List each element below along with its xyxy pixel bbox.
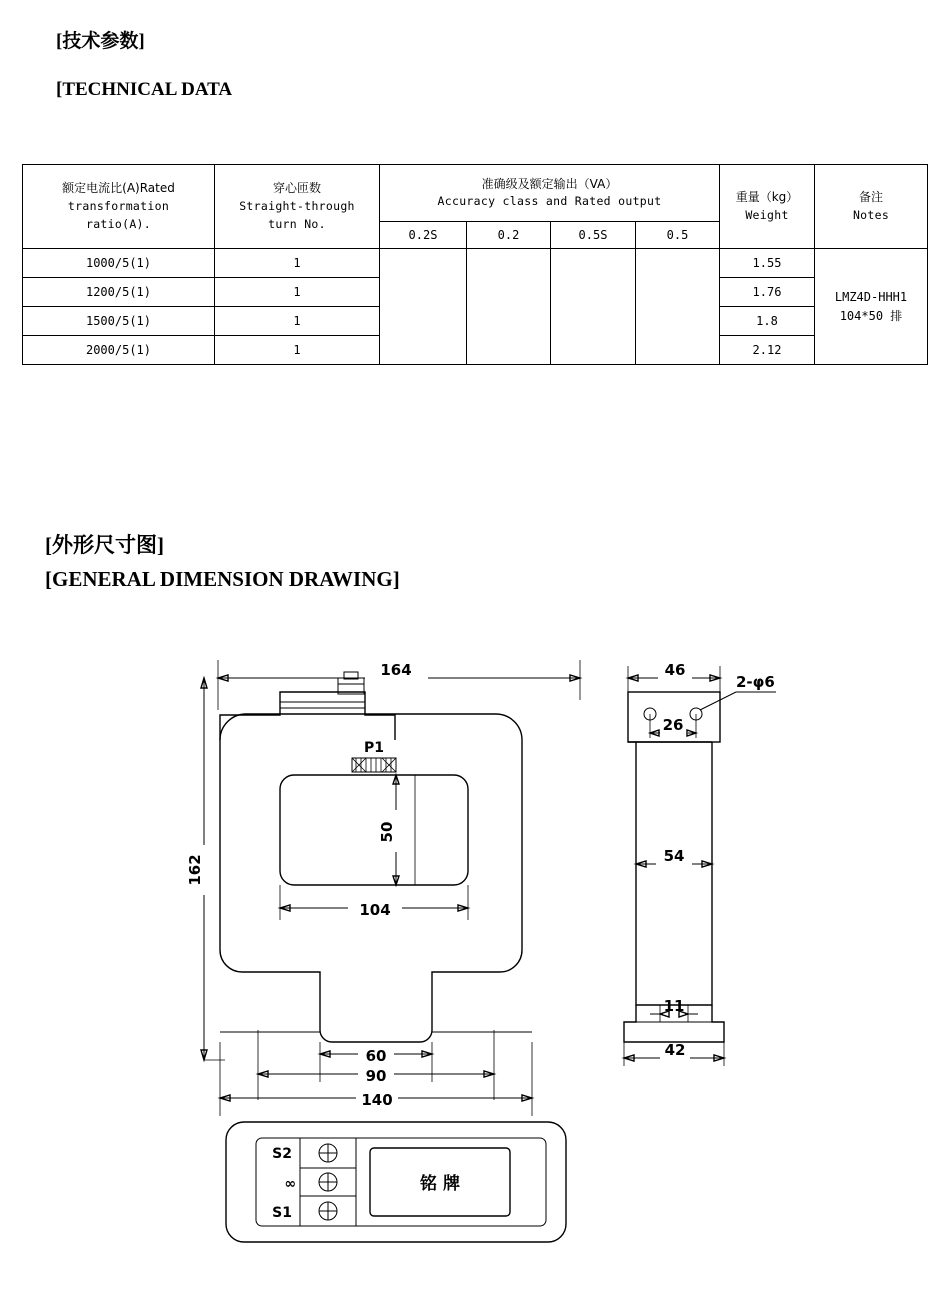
header-ratio-cn: 额定电流比(A)Rated bbox=[62, 181, 175, 196]
header-class-0-5: 0.5 bbox=[636, 222, 720, 249]
header-accuracy-group bbox=[380, 165, 720, 222]
front-view bbox=[186, 660, 580, 1116]
hole-spacing-label: 26 bbox=[662, 716, 684, 734]
header-ratio-en-2: ratio(A). bbox=[85, 216, 151, 231]
cell-va-0-2s bbox=[380, 249, 467, 365]
cell-ratio: 2000/5(1) bbox=[23, 336, 215, 365]
cell-turns: 1 bbox=[215, 249, 380, 278]
cell-ratio: 1000/5(1) bbox=[23, 249, 215, 278]
p1-label: P1 bbox=[363, 740, 385, 756]
header-turns-en-1: Straight-through bbox=[239, 198, 355, 213]
header-class-0-5s: 0.5S bbox=[551, 222, 636, 249]
side-view bbox=[624, 661, 776, 1066]
notes-line-1: LMZ4D-HHH1 bbox=[834, 289, 908, 304]
header-notes-cn: 备注 bbox=[858, 190, 883, 205]
terminal-s1-label: S1 bbox=[272, 1205, 292, 1221]
header-accuracy-cn: 准确级及额定输出（VA） bbox=[481, 176, 618, 191]
cell-va-0-2 bbox=[467, 249, 551, 365]
notes-line-2: 104*50 排 bbox=[839, 308, 903, 323]
foot-width-label: 42 bbox=[664, 1041, 686, 1059]
window-width-label: 104 bbox=[359, 901, 391, 919]
foot-thickness-label: 11 bbox=[663, 997, 685, 1015]
cell-ratio: 1200/5(1) bbox=[23, 278, 215, 307]
terminal-mid-label: ∞ bbox=[284, 1176, 296, 1192]
header-weight-en: Weight bbox=[745, 207, 789, 222]
cell-va-0-5 bbox=[636, 249, 720, 365]
header-class-0-2: 0.2 bbox=[467, 222, 551, 249]
terminal-s2-label: S2 bbox=[272, 1146, 292, 1162]
cell-weight: 1.76 bbox=[720, 278, 815, 307]
cell-turns: 1 bbox=[215, 307, 380, 336]
header-notes bbox=[815, 165, 928, 249]
header-accuracy-en: Accuracy class and Rated output bbox=[437, 194, 662, 209]
drawing-svg bbox=[180, 630, 800, 1270]
dimension-heading-en: [GENERAL DIMENSION DRAWING] bbox=[45, 567, 400, 591]
tech-data-heading-en: [TECHNICAL DATA bbox=[56, 79, 233, 100]
spec-table bbox=[22, 164, 928, 365]
tech-data-heading-cn: [技术参数] bbox=[56, 31, 145, 52]
table-row bbox=[23, 249, 928, 278]
header-turns bbox=[215, 165, 380, 249]
header-turns-en-2: turn No. bbox=[268, 216, 326, 231]
spec-table-container bbox=[22, 164, 927, 365]
hole-note-label: 2-φ6 bbox=[736, 673, 775, 691]
cell-notes bbox=[815, 249, 928, 365]
table-header-row-1 bbox=[23, 165, 928, 222]
header-notes-en: Notes bbox=[852, 207, 890, 222]
cell-weight: 1.8 bbox=[720, 307, 815, 336]
header-weight bbox=[720, 165, 815, 249]
dimension-heading-cn: [外形尺寸图] bbox=[45, 533, 164, 557]
header-turns-cn: 穿心匝数 bbox=[272, 181, 321, 196]
nameplate-label: 铭 牌 bbox=[420, 1174, 460, 1194]
dimension-drawing bbox=[180, 630, 800, 1275]
side-body-height-label: 54 bbox=[663, 847, 685, 865]
header-ratio bbox=[23, 165, 215, 249]
header-ratio-en-1: transformation bbox=[67, 198, 170, 213]
side-width-label: 46 bbox=[664, 661, 686, 679]
bottom-view bbox=[226, 1122, 566, 1242]
base-dim-60: 60 bbox=[365, 1047, 387, 1065]
window-height-label: 50 bbox=[378, 821, 396, 843]
cell-weight: 2.12 bbox=[720, 336, 815, 365]
cell-turns: 1 bbox=[215, 278, 380, 307]
base-dim-90: 90 bbox=[365, 1067, 387, 1085]
header-weight-cn: 重量（kg） bbox=[735, 190, 799, 205]
cell-weight: 1.55 bbox=[720, 249, 815, 278]
header-class-0-2s: 0.2S bbox=[380, 222, 467, 249]
front-height-label: 162 bbox=[186, 854, 204, 886]
cell-va-0-5s bbox=[551, 249, 636, 365]
cell-turns: 1 bbox=[215, 336, 380, 365]
front-width-label: 164 bbox=[380, 661, 412, 679]
cell-ratio: 1500/5(1) bbox=[23, 307, 215, 336]
base-dim-140: 140 bbox=[361, 1091, 393, 1109]
